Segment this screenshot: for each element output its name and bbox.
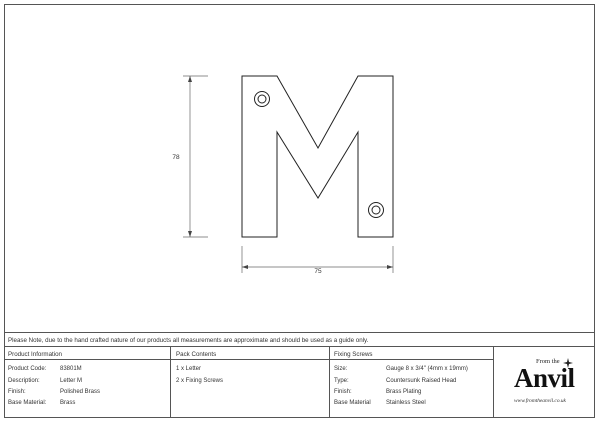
disclaimer-note: Please Note, due to the hand crafted nature of our products all measurements are approximate and should be used as a guide only.	[8, 337, 369, 344]
column-divider-2	[329, 347, 330, 418]
logo-url: www.fromtheanvil.co.uk	[514, 398, 566, 404]
fixing-hole-bottom	[369, 203, 384, 218]
screw-material-value: Stainless Steel	[386, 400, 426, 406]
title-block-header-rule	[4, 346, 595, 347]
description-value: Letter M	[60, 378, 83, 384]
section-title-rule	[4, 359, 493, 360]
screw-material-label: Base Material	[334, 400, 371, 406]
base-material-value: Brass	[60, 400, 76, 406]
screw-finish-label: Finish:	[334, 389, 352, 395]
base-material-label: Base Material:	[8, 400, 47, 406]
height-dimension	[183, 76, 208, 237]
height-dimension-label: 78	[172, 154, 180, 161]
from-the-anvil-logo	[508, 358, 594, 414]
screw-size-label: Size:	[334, 366, 348, 372]
product-code-label: Product Code:	[8, 366, 47, 372]
screw-finish-value: Brass Plating	[386, 389, 422, 395]
fixing-hole-top	[255, 92, 270, 107]
column-divider-3	[493, 347, 494, 418]
pack-item: 2 x Fixing Screws	[176, 378, 224, 384]
screw-type-value: Countersunk Raised Head	[386, 378, 457, 384]
column-divider-1	[170, 347, 171, 418]
description-label: Description:	[8, 378, 40, 384]
product-info-title: Product Information	[8, 351, 62, 358]
screw-size-value: Gauge 8 x 3/4" (4mm x 19mm)	[386, 366, 468, 372]
logo-brand: Anvil	[514, 363, 575, 393]
pack-contents-title: Pack Contents	[176, 351, 217, 358]
fixing-screws-title: Fixing Screws	[334, 351, 373, 358]
screw-type-label: Type:	[334, 378, 349, 384]
width-dimension-label: 75	[314, 268, 322, 275]
logo-tagline: From the	[536, 358, 560, 365]
title-block-top-rule	[4, 332, 595, 333]
letter-m-outline	[242, 76, 393, 237]
finish-label: Finish:	[8, 389, 26, 395]
product-code-value: 83801M	[60, 366, 82, 372]
finish-value: Polished Brass	[60, 389, 101, 395]
pack-item: 1 x Letter	[176, 366, 202, 372]
